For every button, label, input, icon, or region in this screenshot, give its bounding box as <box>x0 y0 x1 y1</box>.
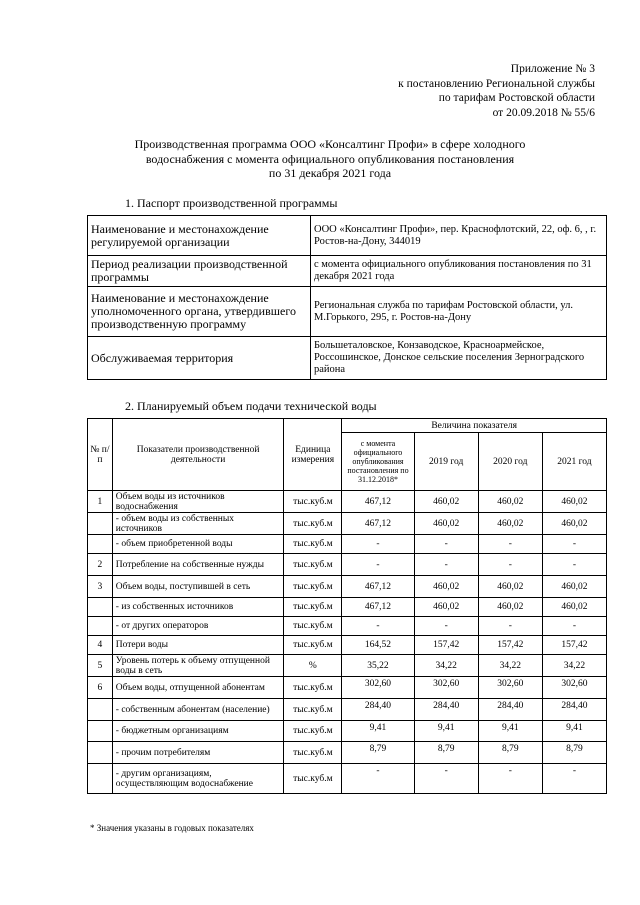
row-value-2020: 460,02 <box>478 491 542 513</box>
passport-label: Наименование и местонахождение регулируемой организации <box>88 216 311 256</box>
appendix-line-2: к постановлению Региональной службы <box>398 77 595 90</box>
row-value-2021: 302,60 <box>542 677 606 699</box>
row-number <box>88 513 113 535</box>
row-number <box>88 764 113 794</box>
table-row <box>88 554 607 576</box>
appendix-header <box>295 62 595 120</box>
row-number <box>88 617 113 636</box>
row-number <box>88 699 113 721</box>
row-unit: тыс.куб.м <box>284 742 342 764</box>
passport-label: Период реализации производственной программы <box>88 256 311 287</box>
row-value-2021: 460,02 <box>542 576 606 598</box>
row-value-2021: 8,79 <box>542 742 606 764</box>
table-row <box>88 699 607 721</box>
row-value-2018: - <box>342 764 414 794</box>
row-value-2018: 35,22 <box>342 655 414 677</box>
row-indicator: - бюджетным организациям <box>112 721 284 742</box>
header-2019: 2019 год <box>414 433 478 491</box>
row-unit: тыс.куб.м <box>284 513 342 535</box>
table-row <box>88 721 607 742</box>
row-indicator: - из собственных источников <box>112 598 284 617</box>
row-value-2021: - <box>542 617 606 636</box>
table-header-row <box>88 419 607 433</box>
row-indicator: Объем воды, отпущенной абонентам <box>112 677 284 699</box>
table-row <box>88 513 607 535</box>
passport-row <box>88 256 607 287</box>
passport-row <box>88 216 607 256</box>
row-indicator: - объем воды из собственных источников <box>112 513 284 535</box>
row-indicator: - другим организациям, осуществляющим водоснабжение <box>112 764 284 794</box>
row-value-2019: - <box>414 764 478 794</box>
title-line-1: Производственная программа ООО «Консалтинг Профи» в сфере холодного <box>134 137 526 151</box>
table-row <box>88 598 607 617</box>
table-row <box>88 636 607 655</box>
row-unit: тыс.куб.м <box>284 636 342 655</box>
row-indicator: Потребление на собственные нужды <box>112 554 284 576</box>
row-value-2020: 157,42 <box>478 636 542 655</box>
table-row <box>88 535 607 554</box>
header-value-group: Величина показателя <box>342 419 607 433</box>
table-row <box>88 764 607 794</box>
row-indicator: - собственным абонентам (население) <box>112 699 284 721</box>
footnote: * Значения указаны в годовых показателях <box>90 823 254 833</box>
row-value-2019: - <box>414 617 478 636</box>
row-value-2019: - <box>414 535 478 554</box>
row-indicator: Объем воды, поступившей в сеть <box>112 576 284 598</box>
row-value-2019: 34,22 <box>414 655 478 677</box>
row-indicator: Уровень потерь к объему отпущенной воды в сеть <box>112 655 284 677</box>
row-unit: тыс.куб.м <box>284 598 342 617</box>
row-unit: тыс.куб.м <box>284 721 342 742</box>
row-value-2019: 284,40 <box>414 699 478 721</box>
appendix-line-3: по тарифам Ростовской области <box>438 92 595 104</box>
header-indicator: Показатели производственной деятельности <box>112 419 284 491</box>
row-number <box>88 535 113 554</box>
row-value-2021: - <box>542 554 606 576</box>
row-value-2018: 284,40 <box>342 699 414 721</box>
table-row <box>88 742 607 764</box>
row-number <box>88 721 113 742</box>
row-value-2021: - <box>542 535 606 554</box>
table-row <box>88 655 607 677</box>
row-value-2020: 34,22 <box>478 655 542 677</box>
row-number: 6 <box>88 677 113 699</box>
table-row <box>88 617 607 636</box>
row-value-2019: 460,02 <box>414 513 478 535</box>
section-1-heading: 1. Паспорт производственной программы <box>125 196 338 210</box>
row-value-2020: 460,02 <box>478 598 542 617</box>
row-value-2021: - <box>542 764 606 794</box>
row-number: 3 <box>88 576 113 598</box>
row-value-2019: 302,60 <box>414 677 478 699</box>
row-value-2020: 460,02 <box>478 513 542 535</box>
row-value-2021: 460,02 <box>542 598 606 617</box>
passport-row <box>88 287 607 337</box>
header-period-2018: с момента официального опубликования постановления по 31.12.2018* <box>342 433 414 491</box>
row-number <box>88 742 113 764</box>
water-volume-table <box>87 418 607 794</box>
row-unit: тыс.куб.м <box>284 576 342 598</box>
row-value-2019: 8,79 <box>414 742 478 764</box>
passport-row <box>88 337 607 380</box>
row-value-2020: 8,79 <box>478 742 542 764</box>
row-indicator: Потери воды <box>112 636 284 655</box>
row-value-2020: - <box>478 535 542 554</box>
row-unit: тыс.куб.м <box>284 617 342 636</box>
passport-value: с момента официального опубликования постановления по 31 декабря 2021 года <box>311 256 607 287</box>
row-value-2018: 9,41 <box>342 721 414 742</box>
title-line-2: водоснабжения с момента официального опубликования постановления <box>145 151 515 166</box>
appendix-line-1: Приложение № 3 <box>510 63 595 75</box>
row-value-2020: - <box>478 617 542 636</box>
row-value-2019: - <box>414 554 478 576</box>
row-value-2018: - <box>342 535 414 554</box>
passport-value: ООО «Консалтинг Профи», пер. Краснофлотский, 22, оф. 6, , г. Ростов-на-Дону, 344019 <box>311 216 607 256</box>
table-body <box>88 491 607 794</box>
passport-label: Обслуживаемая территория <box>88 337 311 380</box>
row-value-2020: 460,02 <box>478 576 542 598</box>
row-unit: тыс.куб.м <box>284 554 342 576</box>
row-value-2018: 164,52 <box>342 636 414 655</box>
row-value-2019: 157,42 <box>414 636 478 655</box>
row-number: 5 <box>88 655 113 677</box>
passport-label: Наименование и местонахождение уполномоченного органа, утвердившего производственную программу <box>88 287 311 337</box>
appendix-line-4: от 20.09.2018 № 55/6 <box>492 106 595 119</box>
row-value-2018: 467,12 <box>342 576 414 598</box>
row-number <box>88 598 113 617</box>
row-unit: тыс.куб.м <box>284 491 342 513</box>
row-number: 1 <box>88 491 113 513</box>
header-num: № п/п <box>88 419 113 491</box>
table-row <box>88 677 607 699</box>
passport-table <box>87 215 607 380</box>
row-value-2018: - <box>342 617 414 636</box>
row-value-2018: - <box>342 554 414 576</box>
header-unit: Единица измерения <box>284 419 342 491</box>
row-value-2018: 467,12 <box>342 598 414 617</box>
row-unit: тыс.куб.м <box>284 535 342 554</box>
row-unit: тыс.куб.м <box>284 677 342 699</box>
row-value-2020: - <box>478 764 542 794</box>
row-value-2021: 460,02 <box>542 491 606 513</box>
row-value-2021: 157,42 <box>542 636 606 655</box>
row-value-2019: 460,02 <box>414 576 478 598</box>
table-row <box>88 576 607 598</box>
row-value-2020: 9,41 <box>478 721 542 742</box>
row-unit: тыс.куб.м <box>284 699 342 721</box>
passport-value: Большеталовское, Конзаводское, Красноармейское, Россошинское, Донское сельские поселения Зерноградского района <box>311 337 607 380</box>
row-value-2021: 9,41 <box>542 721 606 742</box>
row-value-2020: 302,60 <box>478 677 542 699</box>
title-line-3: по 31 декабря 2021 года <box>268 166 392 180</box>
row-unit: % <box>284 655 342 677</box>
table-row <box>88 491 607 513</box>
row-indicator: Объем воды из источников водоснабжения <box>112 491 284 513</box>
row-value-2018: 467,12 <box>342 513 414 535</box>
row-indicator: - объем приобретенной воды <box>112 535 284 554</box>
row-value-2018: 467,12 <box>342 491 414 513</box>
row-value-2019: 460,02 <box>414 598 478 617</box>
row-value-2018: 302,60 <box>342 677 414 699</box>
row-value-2019: 460,02 <box>414 491 478 513</box>
row-indicator: - прочим потребителям <box>112 742 284 764</box>
row-value-2018: 8,79 <box>342 742 414 764</box>
document-title <box>80 137 580 181</box>
header-2020: 2020 год <box>478 433 542 491</box>
header-2021: 2021 год <box>542 433 606 491</box>
row-value-2021: 34,22 <box>542 655 606 677</box>
row-indicator: - от других операторов <box>112 617 284 636</box>
row-unit: тыс.куб.м <box>284 764 342 794</box>
row-number: 2 <box>88 554 113 576</box>
row-value-2020: - <box>478 554 542 576</box>
row-value-2021: 460,02 <box>542 513 606 535</box>
row-value-2020: 284,40 <box>478 699 542 721</box>
passport-value: Региональная служба по тарифам Ростовской области, ул. М.Горького, 295, г. Ростов-на-Дону <box>311 287 607 337</box>
section-2-heading: 2. Планируемый объем подачи технической воды <box>125 399 377 413</box>
row-value-2019: 9,41 <box>414 721 478 742</box>
row-value-2021: 284,40 <box>542 699 606 721</box>
row-number: 4 <box>88 636 113 655</box>
